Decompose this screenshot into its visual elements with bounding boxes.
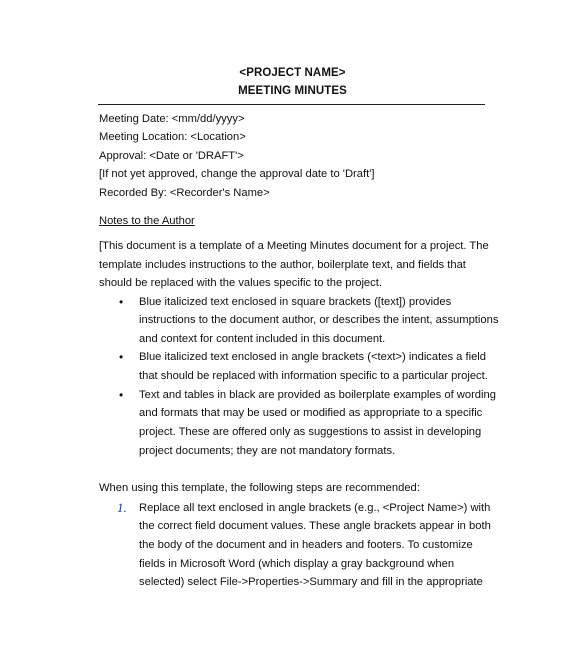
approval-note: [If not yet approved, change the approval date to 'Draft'] xyxy=(99,168,375,180)
bullet-3-line: Text and tables in black are provided as boilerplate examples of wording xyxy=(139,389,496,401)
recorded-by: Recorded By: <Recorder's Name> xyxy=(99,187,270,199)
step-1-line: Replace all text enclosed in angle brackets (e.g., <Project Name>) with xyxy=(139,502,491,514)
bullet-3-line: and formats that may be used or modified as appropriate to a specific xyxy=(139,407,483,419)
notes-heading: Notes to the Author xyxy=(99,215,195,227)
step-1-line: the correct field document values. These angle brackets appear in both xyxy=(139,520,491,532)
notes-intro-line: template includes instructions to the author, boilerplate text, and fields that xyxy=(99,259,466,271)
step-1-line: the body of the document and in headers and footers. To customize xyxy=(139,539,473,551)
meeting-date: Meeting Date: <mm/dd/yyyy> xyxy=(99,113,245,125)
bullet-marker: • xyxy=(119,388,124,402)
document-title: MEETING MINUTES xyxy=(238,85,347,97)
bullet-1-line: and context for content included in this document. xyxy=(139,333,386,345)
bullet-marker: • xyxy=(119,295,124,309)
bullet-1-line: instructions to the document author, or describes the intent, assumptions xyxy=(139,314,499,326)
bullet-marker: • xyxy=(119,350,124,364)
bullet-3-line: project documents; they are not mandatory formats. xyxy=(139,445,396,457)
bullet-1-line: Blue italicized text enclosed in square brackets ([text]) provides xyxy=(139,296,452,308)
project-name-heading: <PROJECT NAME> xyxy=(239,67,346,79)
notes-intro-line: [This document is a template of a Meeting Minutes document for a project. The xyxy=(99,240,489,252)
header-divider xyxy=(98,104,485,105)
meeting-location: Meeting Location: <Location> xyxy=(99,131,246,143)
step-1-line: fields in Microsoft Word (which display a gray background when xyxy=(139,558,455,570)
bullet-3-line: project. These are offered only as suggestions to assist in developing xyxy=(139,426,482,438)
step-1-line: selected) select File->Properties->Summary and fill in the appropriate xyxy=(139,576,483,588)
bullet-2-line: Blue italicized text enclosed in angle brackets (<text>) indicates a field xyxy=(139,351,487,363)
step-number: 1. xyxy=(117,500,127,515)
bullet-2-line: that should be replaced with information specific to a particular project. xyxy=(139,370,488,382)
notes-intro-line: should be replaced with the values specific to the project. xyxy=(99,277,382,289)
approval: Approval: <Date or 'DRAFT'> xyxy=(99,150,244,162)
steps-intro: When using this template, the following steps are recommended: xyxy=(99,482,420,494)
